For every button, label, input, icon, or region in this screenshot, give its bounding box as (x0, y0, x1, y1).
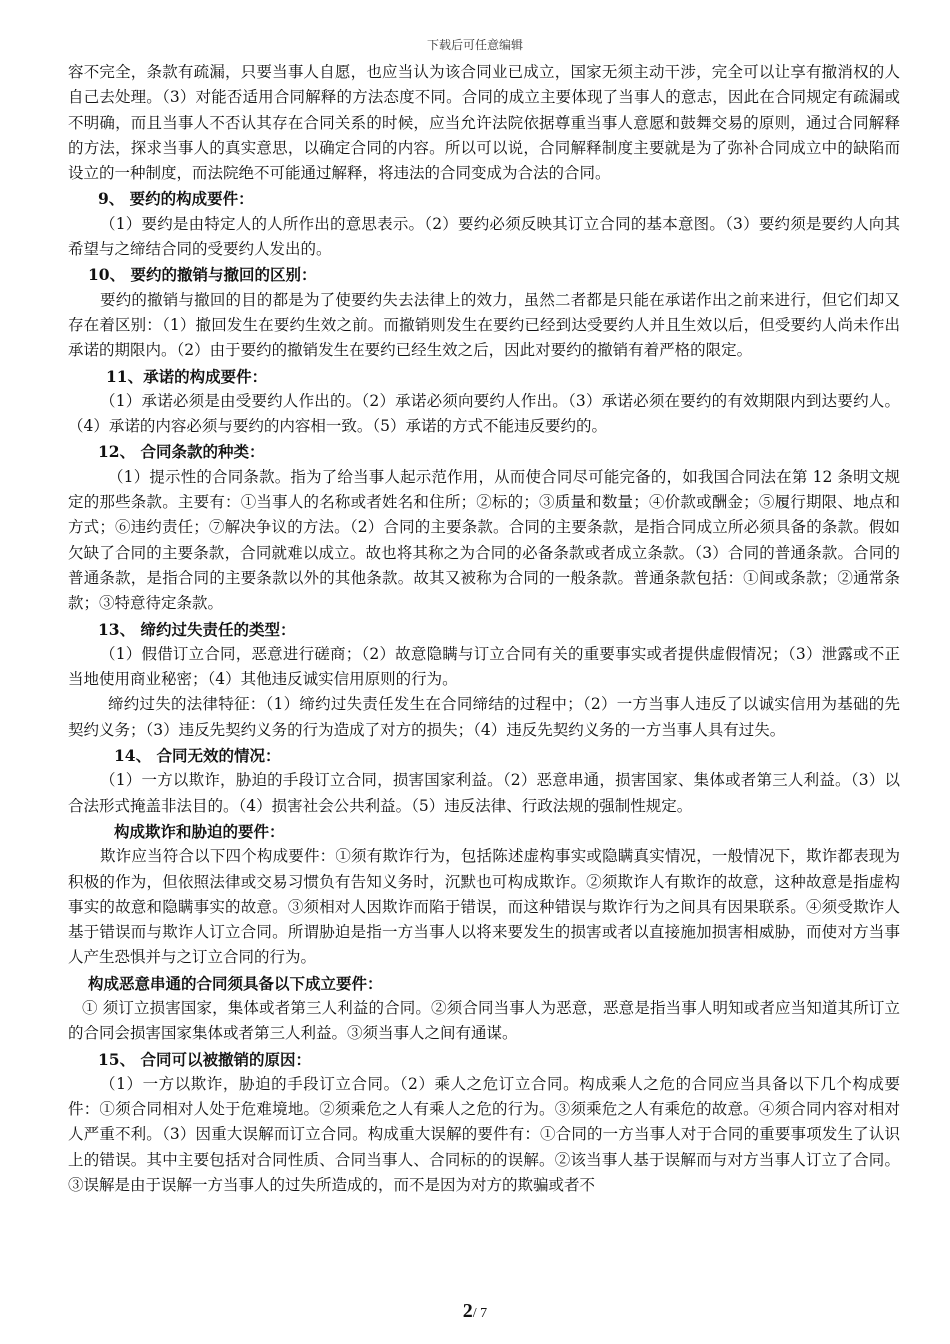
paragraph: （1）假借订立合同，恶意进行磋商；（2）故意隐瞒与订立合同有关的重要事实或者提供虚假情况；（3）泄露或不正当地使用商业秘密；（4）其他违反诚实信用原则的行为。 (68, 644, 900, 689)
page-total: / 7 (472, 1306, 488, 1321)
section-heading: 15、 合同可以被撤销的原因： (98, 1049, 311, 1069)
page-number: 2 (462, 1300, 473, 1322)
section-heading: 13、 缔约过失责任的类型： (98, 619, 296, 639)
paragraph: ① 须订立损害国家，集体或者第三人利益的合同。②须合同当事人为恶意，恶意是指当事人明知或者应当知道其所订立的合同会损害国家集体或者第三人利益。③须当事人之间有通谋。 (68, 998, 900, 1043)
paragraph: 容不完全，条款有疏漏，只要当事人自愿，也应当认为该合同业已成立，国家无须主动干涉，完全可以让享有撤消权的人自己去处理。（3）对能否适用合同解释的方法态度不同。合同的成立主要体现了当事人的意志，因此在合同规定有疏漏或不明确，而且当事人不否认其存在合同关系的时候，应当允许法院依据尊重当事人意愿和鼓舞交易的原则，通过合同解释的方法，探求当事人的真实意思，以确定合同的内容。所以可以说，合同解释制度主要就是为了弥补合同成立中的缺陷而设立的一种制度，而法院绝不可能通过解释，将违法的合同变成为合法的合同。 (68, 63, 900, 183)
section-heading: 9、 要约的构成要件： (98, 189, 254, 209)
paragraph: （1）提示性的合同条款。指为了给当事人起示范作用，从而使合同尽可能完备的，如我国合同法在第 12 条明文规定的那些条款。主要有：①当事人的名称或者姓名和住所；②标的；③质量和数量；④价款或酬金；⑤履行期限、地点和方式；⑥违约责任；⑦解决争议的方法。（2）合同的主要条款。合同的主要条款，是指合同成立所必须具备的条款。假如欠缺了合同的主要条款，合同就难以成立。故也将其称之为合同的必备条款或者成立条款。（3）合同的普通条款。合同的普通条款，是指合同的主要条款以外的其他条款。故其又被称为合同的一般条款。普通条款包括：①间或条款；②通常条款；③特意待定条款。 (68, 467, 900, 613)
paragraph: 缔约过失的法律特征：（1）缔约过失责任发生在合同缔结的过程中；（2）一方当事人违反了以诚实信用为基础的先契约义务；（3）违反先契约义务的行为造成了对方的损失；（4）违反先契约义务的一方当事人具有过失。 (68, 695, 900, 739)
page-header: 下载后可任意编辑 (426, 38, 523, 52)
paragraph: 要约的撤销与撤回的目的都是为了使要约失去法律上的效力，虽然二者都是只能在承诺作出之前来进行，但它们却又存在着区别：（1）撤回发生在要约生效之前。而撤销则发生在要约已经到达受要约人并且生效以后，但受要约人尚未作出承诺的期限内。（2）由于要约的撤销发生在要约已经生效之后，因此对要约的撤销有着严格的限定。 (68, 290, 900, 360)
section-heading: 14、 合同无效的情况： (114, 746, 281, 766)
section-heading: 10、 要约的撤销与撤回的区别： (88, 265, 317, 285)
paragraph: （1）一方以欺诈，胁迫的手段订立合同，损害国家利益。（2）恶意串通，损害国家、集体或者第三人利益。（3）以合法形式掩盖非法目的。（4）损害社会公共利益。（5）违反法律、行政法规的强制性规定。 (68, 771, 900, 815)
paragraph: （1）要约是由特定人的人所作出的意思表示。（2）要约必须反映其订立合同的基本意图。（3）要约须是要约人向其希望与之缔结合同的受要约人发出的。 (68, 214, 900, 259)
paragraph: （1）承诺必须是由受要约人作出的。（2）承诺必须向要约人作出。（3）承诺必须在要约的有效期限内到达要约人。（4）承诺的内容必须与要约的内容相一致。（5）承诺的方式不能违反要约的。 (68, 391, 900, 436)
section-heading: 11、承诺的构成要件： (106, 366, 268, 386)
paragraph: （1）一方以欺诈，胁迫的手段订立合同。（2）乘人之危订立合同。构成乘人之危的合同应当具备以下几个构成要件：①须合同相对人处于危难境地。②须乘危之人有乘人之危的行为。③须乘危之人有乘危的故意。④须合同内容对相对人严重不利。（3）因重大误解而订立合同。构成重大误解的要件有：①合同的一方当事人对于合同的重要事项发生了认识上的错误。其中主要包括对合同性质、合同当事人、合同标的的误解。②该当事人基于误解而与对方当事人订立了合同。③误解是由于误解一方当事人的过失所造成的，而不是因为对方的欺骗或者不 (68, 1074, 900, 1195)
section-heading: 构成恶意串通的合同须具备以下成立要件： (88, 973, 383, 993)
document-body (68, 60, 900, 1198)
paragraph: 欺诈应当符合以下四个构成要件：①须有欺诈行为，包括陈述虚构事实或隐瞒真实情况，一般情况下，欺诈都表现为积极的作为，但依照法律或交易习惯负有告知义务时，沉默也可构成欺诈。②须欺诈人有欺诈的故意，这种故意是指虚构事实的故意和隐瞒事实的故意。③须相对人因欺诈而陷于错误，而这种错误与欺诈行为之间具有因果联系。④须受欺诈人基于错误而与欺诈人订立合同。所谓胁迫是指一方当事人以将来要发生的损害或者以直接施加损害相威胁，而使对方当事人产生恐惧并与之订立合同的行为。 (68, 847, 900, 967)
section-heading: 构成欺诈和胁迫的要件： (114, 821, 285, 841)
section-heading: 12、 合同条款的种类： (98, 442, 265, 462)
page-footer (0, 1300, 950, 1323)
